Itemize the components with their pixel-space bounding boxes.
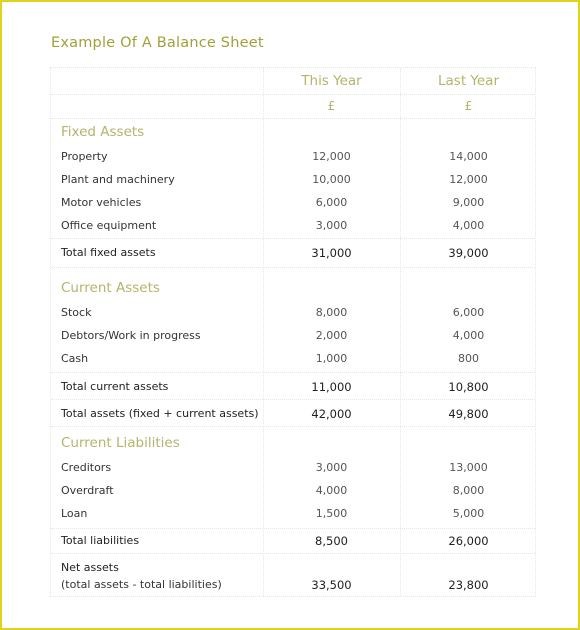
total-assets-last-year: 49,800 xyxy=(448,407,489,421)
column-header-this-year: This Year xyxy=(301,73,362,89)
column-header-last-year: Last Year xyxy=(438,73,499,89)
page-title: Example Of A Balance Sheet xyxy=(51,35,264,51)
row-divider xyxy=(51,118,535,119)
total-liabilities-label: Total liabilities xyxy=(61,534,140,547)
row-divider xyxy=(51,267,535,268)
value-last-year: 12,000 xyxy=(449,173,488,186)
value-this-year: 3,000 xyxy=(315,219,348,232)
row-label: Cash xyxy=(61,352,89,365)
row-divider xyxy=(51,553,535,554)
total-current-assets-this-year: 11,000 xyxy=(311,380,352,394)
value-last-year: 4,000 xyxy=(452,329,485,342)
total-fixed-assets-last-year: 39,000 xyxy=(448,246,489,260)
row-label: Property xyxy=(61,150,108,163)
section-heading-current-assets: Current Assets xyxy=(61,280,160,296)
section-heading-fixed-assets: Fixed Assets xyxy=(61,124,145,140)
row-label: Stock xyxy=(61,306,92,319)
value-this-year: 4,000 xyxy=(315,484,348,497)
net-assets-this-year: 33,500 xyxy=(311,578,352,592)
net-assets-last-year: 23,800 xyxy=(448,578,489,592)
row-divider xyxy=(51,372,535,373)
row-label: Debtors/Work in progress xyxy=(61,329,201,342)
row-label: Office equipment xyxy=(61,219,157,232)
value-this-year: 2,000 xyxy=(315,329,348,342)
value-last-year: 4,000 xyxy=(452,219,485,232)
net-assets-label: Net assets xyxy=(61,561,119,574)
value-last-year: 800 xyxy=(458,352,479,365)
value-last-year: 9,000 xyxy=(452,196,485,209)
total-current-assets-label: Total current assets xyxy=(61,380,169,393)
value-this-year: 10,000 xyxy=(312,173,351,186)
value-this-year: 6,000 xyxy=(315,196,348,209)
value-this-year: 12,000 xyxy=(312,150,351,163)
row-label: Creditors xyxy=(61,461,112,474)
row-label: Plant and machinery xyxy=(61,173,175,186)
value-this-year: 1,500 xyxy=(315,507,348,520)
value-last-year: 13,000 xyxy=(449,461,488,474)
value-last-year: 5,000 xyxy=(452,507,485,520)
currency-symbol-last-year: £ xyxy=(464,99,473,113)
row-label: Motor vehicles xyxy=(61,196,142,209)
total-liabilities-last-year: 26,000 xyxy=(448,534,489,548)
row-divider xyxy=(51,94,535,95)
value-last-year: 14,000 xyxy=(449,150,488,163)
total-assets-this-year: 42,000 xyxy=(311,407,352,421)
net-assets-formula: (total assets - total liabilities) xyxy=(61,578,222,591)
row-divider xyxy=(51,238,535,239)
value-this-year: 3,000 xyxy=(315,461,348,474)
total-liabilities-this-year: 8,500 xyxy=(315,534,348,548)
row-divider xyxy=(51,528,535,529)
value-this-year: 1,000 xyxy=(315,352,348,365)
total-current-assets-last-year: 10,800 xyxy=(448,380,489,394)
value-this-year: 8,000 xyxy=(315,306,348,319)
row-divider xyxy=(51,399,535,400)
row-label: Loan xyxy=(61,507,88,520)
value-last-year: 8,000 xyxy=(452,484,485,497)
total-fixed-assets-label: Total fixed assets xyxy=(61,246,156,259)
section-heading-current-liabilities: Current Liabilities xyxy=(61,435,180,451)
row-divider xyxy=(51,426,535,427)
row-label: Overdraft xyxy=(61,484,114,497)
total-fixed-assets-this-year: 31,000 xyxy=(311,246,352,260)
value-last-year: 6,000 xyxy=(452,306,485,319)
total-assets-label: Total assets (fixed + current assets) xyxy=(61,407,259,420)
balance-sheet-table xyxy=(50,67,536,597)
currency-symbol-this-year: £ xyxy=(327,99,336,113)
